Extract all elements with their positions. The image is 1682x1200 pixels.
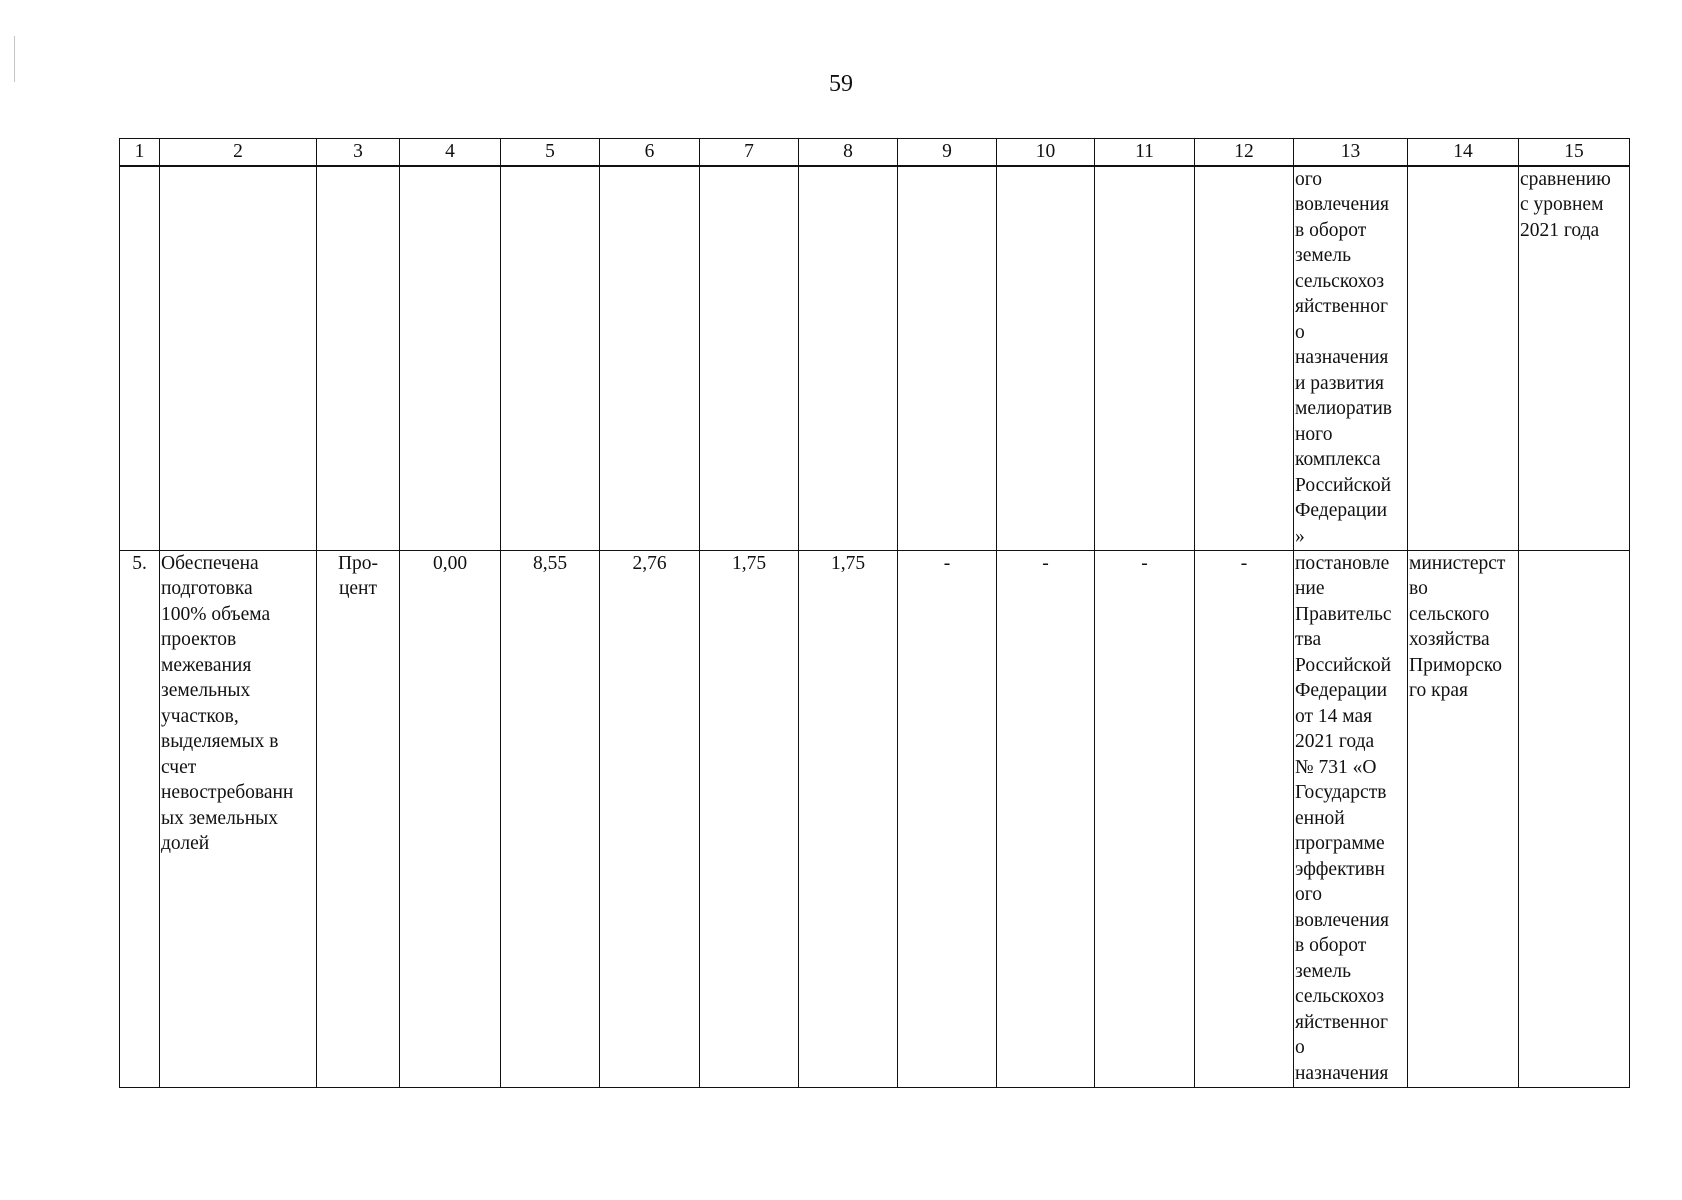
- column-number: 7: [700, 139, 799, 166]
- cell-text-line: земель: [1295, 960, 1351, 982]
- cell-text-line: во: [1409, 578, 1428, 600]
- cell-text-line: о: [1295, 321, 1305, 343]
- value-cell: 8,55: [501, 550, 600, 1087]
- cell-text-line: сельскохоз: [1295, 270, 1385, 292]
- cell-text-line: и развития: [1295, 372, 1384, 394]
- cell-text-line: цент: [338, 578, 378, 600]
- cell-text-line: Федерации: [1295, 500, 1388, 521]
- column-number: 11: [1095, 139, 1195, 166]
- cell-text-line: яйственног: [1295, 1011, 1388, 1033]
- table-cell: [501, 166, 600, 551]
- column-number: 12: [1195, 139, 1294, 166]
- cell-text-line: вовлечения: [1295, 909, 1389, 931]
- column-number: 8: [799, 139, 898, 166]
- table-cell: [120, 166, 160, 551]
- cell-text-line: № 731 «О: [1295, 756, 1377, 778]
- column-number: 6: [600, 139, 700, 166]
- basis-document-cell: [1294, 550, 1408, 1087]
- row-number: 5.: [120, 550, 160, 1087]
- table-cell: [600, 166, 700, 551]
- responsible-executor-cell: [1408, 550, 1519, 1087]
- cell-text-line: назначения: [1295, 1062, 1389, 1084]
- table-cell: [997, 166, 1095, 551]
- cell-text-line: земельных: [161, 680, 251, 702]
- cell-text-line: хозяйства: [1409, 629, 1490, 651]
- cell-text-line: Российской: [1295, 654, 1392, 676]
- cell-text-line: эффективн: [1295, 858, 1385, 880]
- cell-text-line: с уровнем: [1520, 194, 1604, 215]
- cell-text-line: сравнению: [1520, 168, 1611, 190]
- cell-text-line: комплекса: [1295, 449, 1381, 470]
- cell-text-line: долей: [161, 833, 210, 855]
- table-cell: [160, 166, 317, 551]
- cell-text-line: яйственног: [1295, 296, 1388, 317]
- cell-text-line: постановле: [1295, 552, 1390, 574]
- cell-text-line: тва: [1295, 629, 1322, 651]
- table-cell: [799, 166, 898, 551]
- cell-text-line: невостребованн: [161, 782, 294, 804]
- cell-text-line: ого: [1295, 884, 1323, 906]
- cell-text-line: 2021 года: [1295, 731, 1375, 753]
- indicators-table: [119, 138, 1630, 1088]
- table-cell: [898, 166, 997, 551]
- column-number: 5: [501, 139, 600, 166]
- cell-text-line: сельского: [1409, 603, 1490, 625]
- column-number: 15: [1519, 139, 1630, 166]
- column-number-header-row: [120, 139, 1630, 166]
- cell-text-line: от 14 мая: [1295, 705, 1373, 727]
- table-row-5: [120, 550, 1630, 1087]
- indicator-name-cell: [160, 550, 317, 1087]
- cell-text-line: енной: [1295, 807, 1345, 829]
- table-cell: [1195, 166, 1294, 551]
- column-number: 4: [400, 139, 501, 166]
- cell-text-line: в оборот: [1295, 219, 1367, 241]
- column-number: 14: [1408, 139, 1519, 166]
- cell-text-line: Государств: [1295, 782, 1387, 804]
- cell-text-line: земель: [1295, 245, 1351, 266]
- page-number: 59: [829, 71, 853, 97]
- column-number: 3: [317, 139, 400, 166]
- cell-text-line: Российской: [1295, 474, 1392, 496]
- cell-text-line: вовлечения: [1295, 194, 1389, 215]
- cell-text-line: сельскохоз: [1295, 986, 1385, 1008]
- cell-text-line: го края: [1409, 680, 1468, 702]
- cell-text-line: о: [1295, 1037, 1305, 1059]
- table-cell: [400, 166, 501, 551]
- value-cell: -: [898, 550, 997, 1087]
- cell-text-line: межевания: [161, 654, 252, 676]
- cell-text-line: Приморско: [1409, 654, 1502, 676]
- table-cell: [1095, 166, 1195, 551]
- cell-text-line: министерст: [1409, 552, 1506, 574]
- value-cell: -: [1095, 550, 1195, 1087]
- table-cell: [317, 166, 400, 551]
- basis-document-cell: [1294, 166, 1408, 551]
- value-cell: 1,75: [700, 550, 799, 1087]
- cell-text-line: Про-: [337, 552, 379, 574]
- cell-text-line: 2021 года: [1520, 219, 1600, 241]
- cell-text-line: программе: [1295, 833, 1385, 855]
- value-cell: -: [1195, 550, 1294, 1087]
- cell-text-line: Правительс: [1295, 603, 1392, 625]
- table-row-continued: [120, 166, 1630, 551]
- cell-text-line: выделяемых в: [161, 731, 279, 753]
- table-cell: [700, 166, 799, 551]
- value-cell: 0,00: [400, 550, 501, 1087]
- cell-text-line: Обеспечена: [161, 552, 259, 574]
- cell-text-line: »: [1295, 525, 1305, 547]
- cell-text-line: назначения: [1295, 347, 1389, 368]
- cell-text-line: ого: [1295, 168, 1323, 190]
- cell-text-line: проектов: [161, 629, 237, 651]
- cell-text-line: мелиоратив: [1295, 398, 1392, 419]
- cell-text-line: ых земельных: [161, 807, 278, 829]
- cell-text-line: счет: [161, 756, 197, 778]
- table-cell: [1408, 166, 1519, 551]
- note-cell: [1519, 550, 1630, 1087]
- unit-cell: [317, 550, 400, 1087]
- cell-text-line: в оборот: [1295, 935, 1367, 957]
- value-cell: 1,75: [799, 550, 898, 1087]
- column-number: 2: [160, 139, 317, 166]
- column-number: 9: [898, 139, 997, 166]
- value-cell: -: [997, 550, 1095, 1087]
- column-number: 13: [1294, 139, 1408, 166]
- cell-text-line: ного: [1295, 423, 1333, 445]
- cell-text-line: подготовка: [161, 578, 253, 600]
- cell-text-line: 100% объема: [161, 603, 271, 625]
- note-cell: [1519, 166, 1630, 551]
- value-cell: 2,76: [600, 550, 700, 1087]
- cell-text-line: ние: [1295, 578, 1325, 600]
- cell-text-line: Федерации: [1295, 680, 1388, 702]
- column-number: 1: [120, 139, 160, 166]
- cell-text-line: участков,: [161, 705, 239, 727]
- column-number: 10: [997, 139, 1095, 166]
